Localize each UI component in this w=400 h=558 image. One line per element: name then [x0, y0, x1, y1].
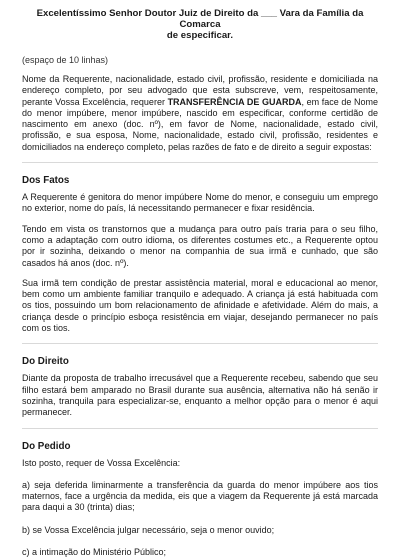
document-title-line2: de especificar.: [166, 30, 234, 41]
section-divider: [22, 343, 378, 344]
document-title-line1: Excelentíssimo Senhor Doutor Juiz de Direito da ___ Vara da Família da Comarca: [36, 8, 364, 30]
pedido-intro: Isto posto, requer de Vossa Excelência:: [22, 457, 181, 468]
fatos-paragraph-2: Tendo em vista os transtornos que a mudança para outro país traria para o seu filho, como a adaptação com outro idioma, os diferentes costumes etc., a Requerente optou por ir sozinha, deixando o menor na companhia de sua irmã e cunhado, que são casados há anos (doc. nº).: [22, 223, 378, 268]
intro-text-1: Nome da Requerente, nacionalidade, estado civil, profissão, residente e domiciliada na endereço completo, por seu advogado que esta subscreve, vem, respeitosamente, perante Vossa Excelência, requerer: [22, 74, 378, 107]
section-heading-pedido: Do Pedido: [22, 440, 71, 452]
section-heading-direito: Do Direito: [22, 356, 69, 368]
section-divider: [22, 162, 378, 163]
pedido-item-b: b) se Vossa Excelência julgar necessário, seja o menor ouvido;: [22, 524, 275, 535]
direito-paragraph-1: Diante da proposta de trabalho irrecusável que a Requerente recebeu, sabendo que seu filho estará bem amparado no Brasil durante sua ausência, alternativa não há senão ir sozinha, tranquila para especializar-se, enquanto a melhor opção para o menor é aqui permanecer.: [22, 373, 378, 418]
fatos-paragraph-3: Sua irmã tem condição de prestar assistência material, moral e educacional ao menor, bem como um ambiente familiar tranquilo e adequado. A criança já está habituada com os tios, possuindo um bom relacionamento de afinidade e afetividade. Além do mais, a criança desde o princípio esboça resistência em viajar, desejando permanecer no país com os tios.: [22, 277, 378, 334]
section-heading-fatos: Dos Fatos: [22, 175, 70, 187]
section-divider: [22, 428, 378, 429]
pedido-item-c: c) a intimação do Ministério Público;: [22, 547, 167, 558]
intro-text-2: , em face de Nome do menor impúbere, menor impúbere, nascido em especificar, conforme certidão de nascimento em anexo (doc. nº), em favor de Nome, nacionalidade, estado civil, profissão, e sua esposa, Nome, nacionalidade, estado civil, profissão, residentes e domiciliados na endereço completo, pelas razões de fato e de direito a seguir expostas:: [22, 96, 378, 152]
space-note: (espaço de 10 linhas): [22, 55, 109, 65]
fatos-paragraph-1: A Requerente é genitora do menor impúbere Nome do menor, e conseguiu um emprego no exterior, nome do país, lá necessitando permanecer e fixar residência.: [22, 192, 378, 214]
pedido-item-a: a) seja deferida liminarmente a transferência da guarda do menor impúbere aos tios maternos, face a urgência da medida, eis que a viagem da Requerente já está marcada para daqui a 30 (trinta) dias;: [22, 479, 378, 513]
intro-bold-term: TRANSFERÊNCIA DE GUARDA: [167, 96, 302, 107]
intro-paragraph: [22, 74, 378, 153]
